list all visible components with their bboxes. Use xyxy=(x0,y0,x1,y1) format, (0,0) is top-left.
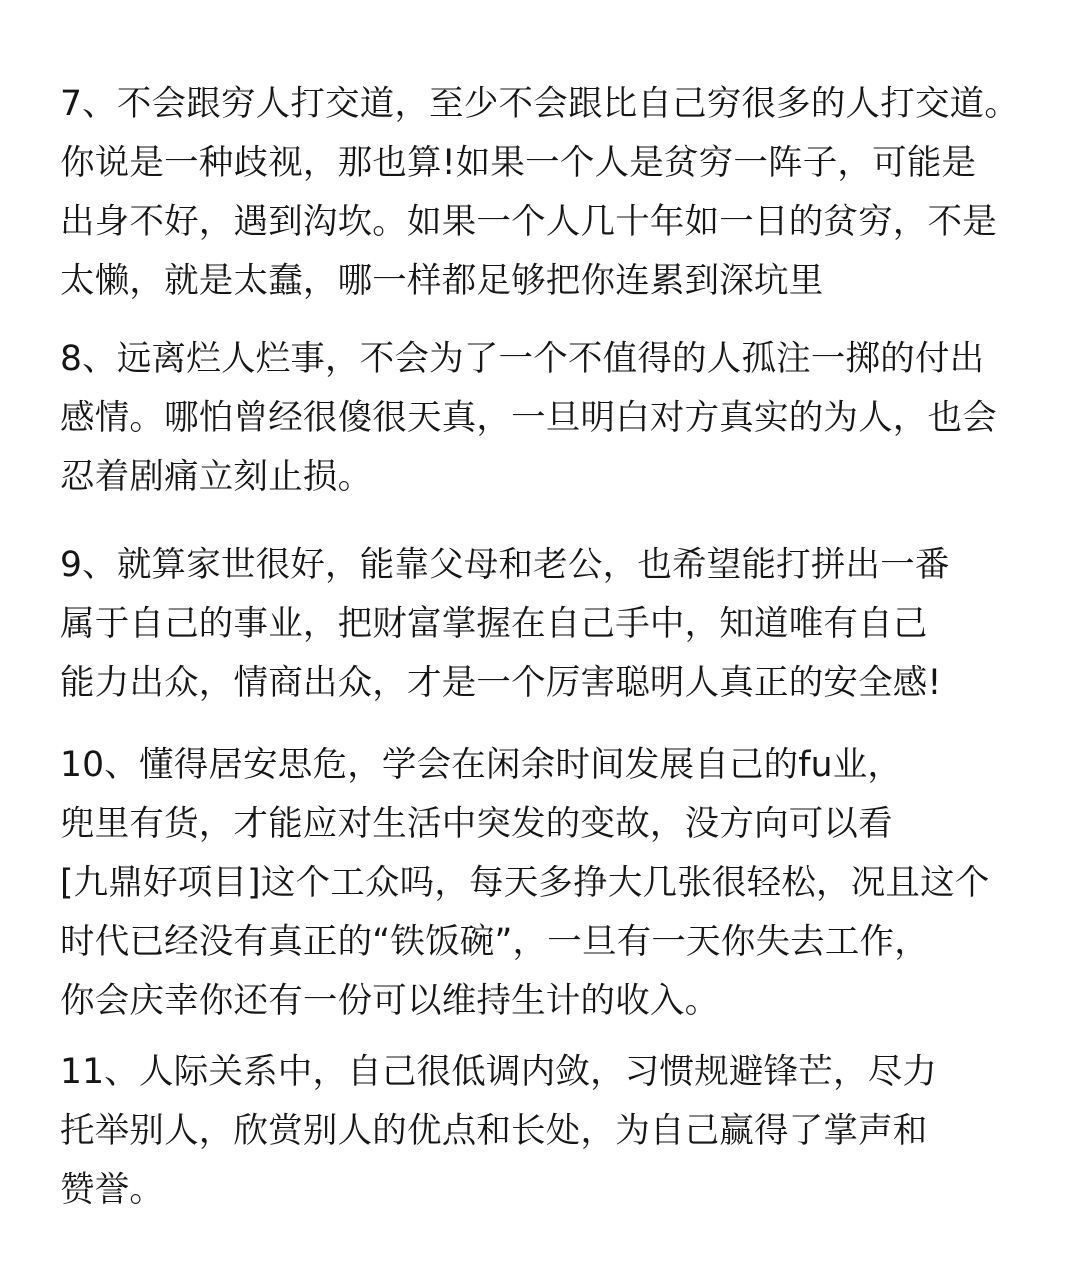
text-line: 忍着剧痛立刻止损。 xyxy=(60,457,373,497)
text-line: 能力出众，情商出众，才是一个厉害聪明人真正的安全感! xyxy=(60,663,942,703)
text-line: 9、就算家世很好，能靠父母和老公，也希望能打拼出一番 xyxy=(60,545,950,585)
text-line: 感情。哪怕曾经很傻很天真，一旦明白对方真实的为人，也会 xyxy=(60,398,997,438)
paragraph-9 xyxy=(60,536,1070,713)
text-line: 属于自己的事业，把财富掌握在自己手中，知道唯有自己 xyxy=(60,604,928,644)
text-line: 10、懂得居安思危，学会在闲余时间发展自己的fu业， xyxy=(60,745,903,785)
paragraph-11 xyxy=(60,1043,1070,1220)
text-line: 7、不会跟穷人打交道，至少不会跟比自己穷很多的人打交道。 xyxy=(60,84,1020,124)
text-line: 赞誉。 xyxy=(60,1170,165,1210)
text-line: 托举别人，欣赏别人的优点和长处，为自己赢得了掌声和 xyxy=(60,1111,928,1151)
text-line: 出身不好，遇到沟坎。如果一个人几十年如一日的贫穷，不是 xyxy=(60,202,997,242)
paragraph-7 xyxy=(60,75,1070,311)
text-line: 时代已经没有真正的“铁饭碗”，一旦有一天你失去工作， xyxy=(60,922,929,962)
text-line: 8、远离烂人烂事，不会为了一个不值得的人孤注一掷的付出 xyxy=(60,339,985,379)
paragraph-8 xyxy=(60,330,1070,507)
paragraph-10 xyxy=(60,736,1070,1031)
text-line: [九鼎好项目]这个工众吗，每天多挣大几张很轻松，况且这个 xyxy=(60,863,990,903)
text-line: 你说是一种歧视，那也算!如果一个人是贫穷一阵子，可能是 xyxy=(60,143,977,183)
text-line: 兜里有货，才能应对生活中突发的变故，没方向可以看 xyxy=(60,804,893,844)
text-line: 你会庆幸你还有一份可以维持生计的收入。 xyxy=(60,981,720,1021)
text-line: 太懒，就是太蠢，哪一样都足够把你连累到深坑里 xyxy=(60,261,824,301)
text-line: 11、人际关系中，自己很低调内敛，习惯规避锋芒，尽力 xyxy=(60,1052,938,1092)
